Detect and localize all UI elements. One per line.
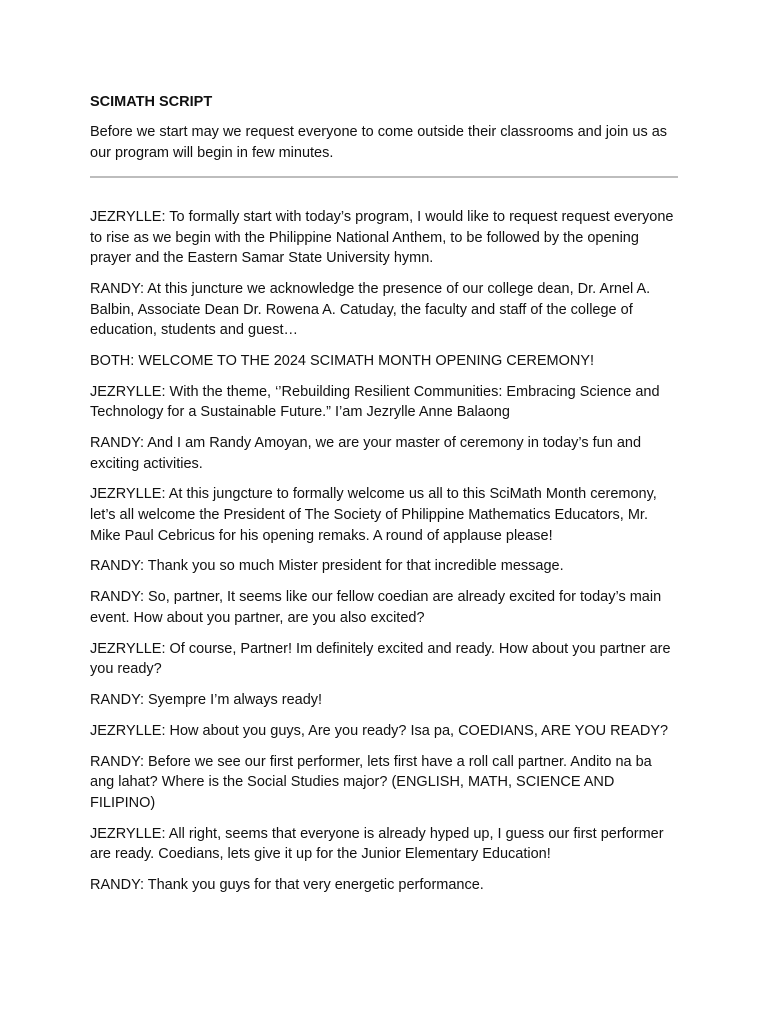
- script-line: RANDY: Syempre I’m always ready!: [90, 691, 323, 708]
- document-page: [90, 92, 678, 906]
- script-line: JEZRYLLE: How about you guys, Are you ready? Isa pa, COEDIANS, ARE YOU READY?: [90, 722, 669, 739]
- horizontal-divider: [90, 176, 678, 178]
- script-line: RANDY: At this juncture we acknowledge the presence of our college dean, Dr. Arnel A. Balbin, Associate Dean Dr. Rowena A. Catuday, the faculty and staff of the college of education, students and guest…: [90, 280, 651, 339]
- script-line: RANDY: Before we see our first performer, lets first have a roll call partner. Andito na ba ang lahat? Where is the Social Studies major? (ENGLISH, MATH, SCIENCE AND FILIPINO): [90, 753, 652, 811]
- script-line: BOTH: WELCOME TO THE 2024 SCIMATH MONTH OPENING CEREMONY!: [90, 352, 595, 369]
- script-line: JEZRYLLE: To formally start with today’s program, I would like to request request everyone to rise as we begin with the Philippine National Anthem, to be followed by the opening prayer and the Eastern Samar State University hymn.: [90, 209, 674, 267]
- script-line: RANDY: And I am Randy Amoyan, we are your master of ceremony in today’s fun and exciting activities.: [90, 435, 642, 472]
- script-line: JEZRYLLE: Of course, Partner! Im definitely excited and ready. How about you partner are you ready?: [90, 640, 671, 678]
- script-line: RANDY: Thank you so much Mister president for that incredible message.: [90, 558, 564, 575]
- script-line: RANDY: Thank you guys for that very energetic performance.: [90, 876, 484, 893]
- document-title: SCIMATH SCRIPT: [90, 94, 213, 110]
- script-line: JEZRYLLE: At this jungcture to formally welcome us all to this SciMath Month ceremony, let’s all welcome the President of The Society of Philippine Mathematics Educators, Mr. Mike Paul Cebricus for his opening remaks. A round of applause please!: [90, 486, 657, 544]
- script-line: RANDY: So, partner, It seems like our fellow coedian are already excited for today’s main event. How about you partner, are you also excited?: [90, 589, 662, 626]
- script-body: [90, 207, 678, 895]
- script-line: JEZRYLLE: With the theme, ‘’Rebuilding Resilient Communities: Embracing Science and Technology for a Sustainable Future.” I’am Jezrylle Anne Balaong: [90, 383, 660, 421]
- script-line: JEZRYLLE: All right, seems that everyone is already hyped up, I guess our first performer are ready. Coedians, lets give it up for the Junior Elementary Education!: [90, 825, 664, 863]
- intro-paragraph: Before we start may we request everyone to come outside their classrooms and join us as our program will begin in few minutes.: [90, 124, 668, 161]
